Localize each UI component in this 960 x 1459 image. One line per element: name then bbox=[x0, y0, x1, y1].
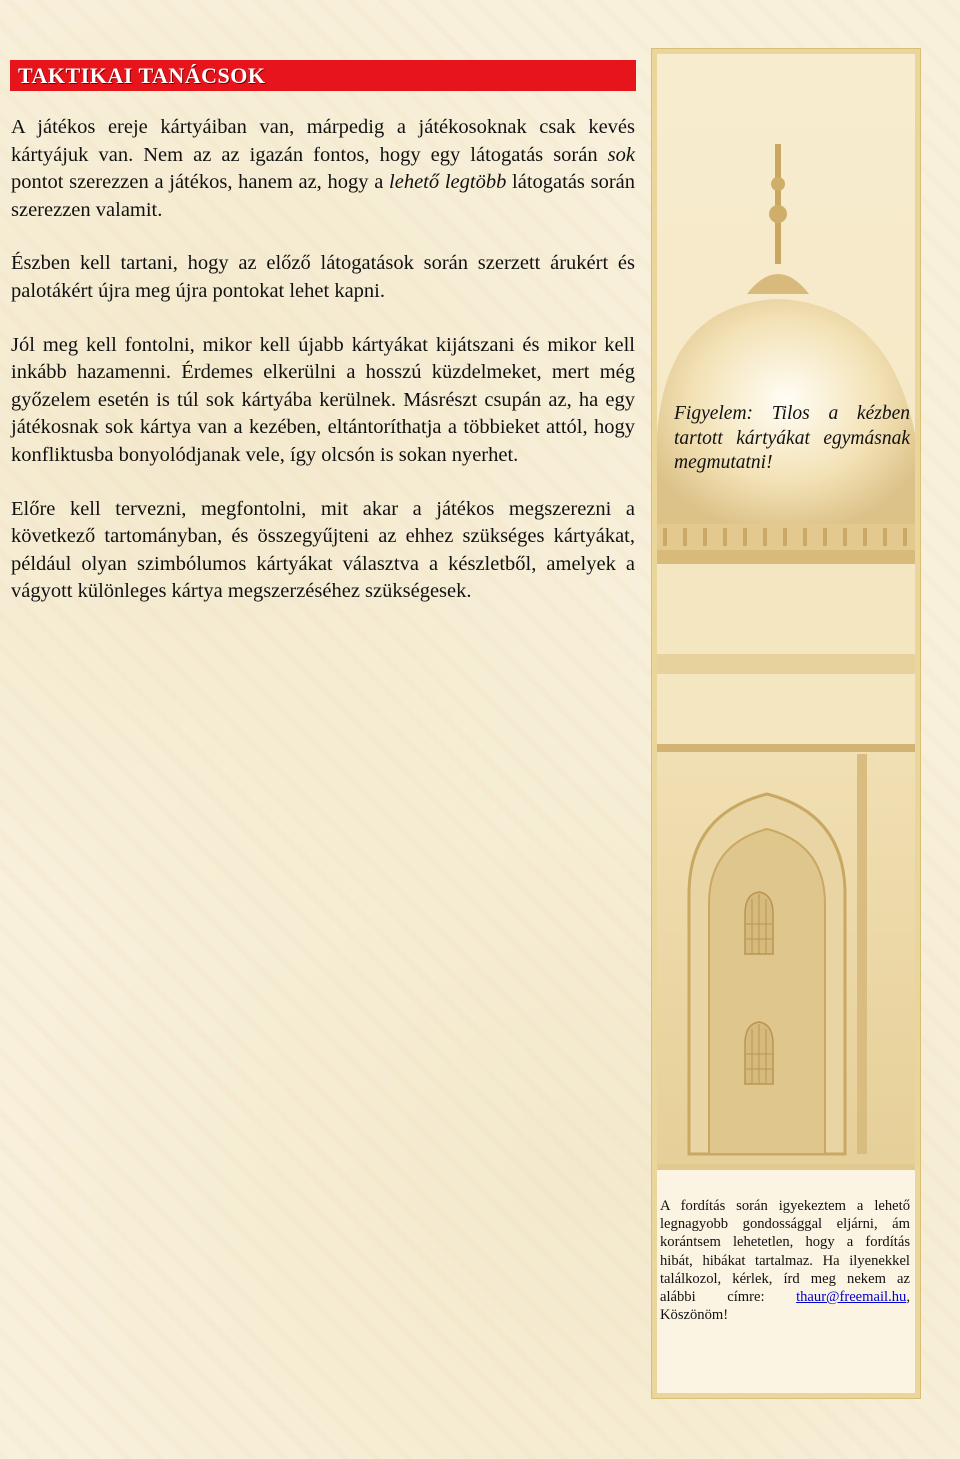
translator-note-thanks: , Köszönöm! bbox=[660, 1289, 910, 1324]
paragraph-2: Észben kell tartani, hogy az előző látogatások során szerzett árukért és palotákért újra meg újra pontokat lehet kapni. bbox=[11, 252, 635, 302]
paragraph-4: Előre kell tervezni, megfontolni, mit akar a játékos megszerezni a következő tartományban, és összegyűjteni az ehhez szükséges kártyákat, például olyan szimbólumos kártyákat választva a készletből, amelyek a vágyott különleges kártya megszerzéséhez szükségesek. bbox=[11, 497, 635, 603]
email-link[interactable]: thaur@freemail.hu bbox=[796, 1289, 907, 1306]
paragraph-1-text-c: pontot szerezzen a játékos, hanem az, hogy a bbox=[11, 171, 390, 194]
paragraph-1-text-e: látogatás során szerezzen valamit. bbox=[11, 171, 635, 221]
main-content bbox=[11, 114, 635, 632]
section-header bbox=[10, 60, 636, 91]
taj-mahal-illustration bbox=[657, 54, 915, 1393]
translator-note bbox=[660, 1197, 910, 1324]
warning-note: Figyelem: Tilos a kézben tartott kártyákat egymásnak megmutatni! bbox=[674, 403, 910, 473]
section-title: TAKTIKAI TANÁCSOK bbox=[18, 62, 266, 88]
paragraph-1 bbox=[11, 114, 635, 224]
paragraph-1-emphasis-sok: sok bbox=[607, 143, 635, 166]
decorative-side-panel bbox=[652, 49, 920, 1398]
paragraph-1-emphasis-legtobb: lehető legtöbb bbox=[389, 171, 507, 194]
paragraph-1-text-a: A játékos ereje kártyáiban van, márpedig a játékosoknak csak kevés kártyájuk van. Nem az az igazán fontos, hogy egy látogatás során bbox=[11, 116, 635, 166]
paragraph-3: Jól meg kell fontolni, mikor kell újabb kártyákat kijátszani és mikor kell inkább hazamenni. Érdemes elkerülni a hosszú küzdelmeket, mert még győzelem esetén is túl sok kártyába kerülnek. Másrészt csupán az, ha egy játékosnak sok kártya van a kezében, eltántoríthatja a többieket attól, hogy konfliktusba bonyolódjanak vele, így olcsón is sokan nyerhet. bbox=[11, 333, 635, 466]
translator-note-text: A fordítás során igyekeztem a lehető legnagyobb gondossággal eljárni, ám korántsem lehetetlen, hogy a fordítás hibát, hibákat tartalmaz. Ha ilyenekkel találkozol, kérlek, írd meg nekem az alábbi címre: bbox=[660, 1198, 910, 1306]
